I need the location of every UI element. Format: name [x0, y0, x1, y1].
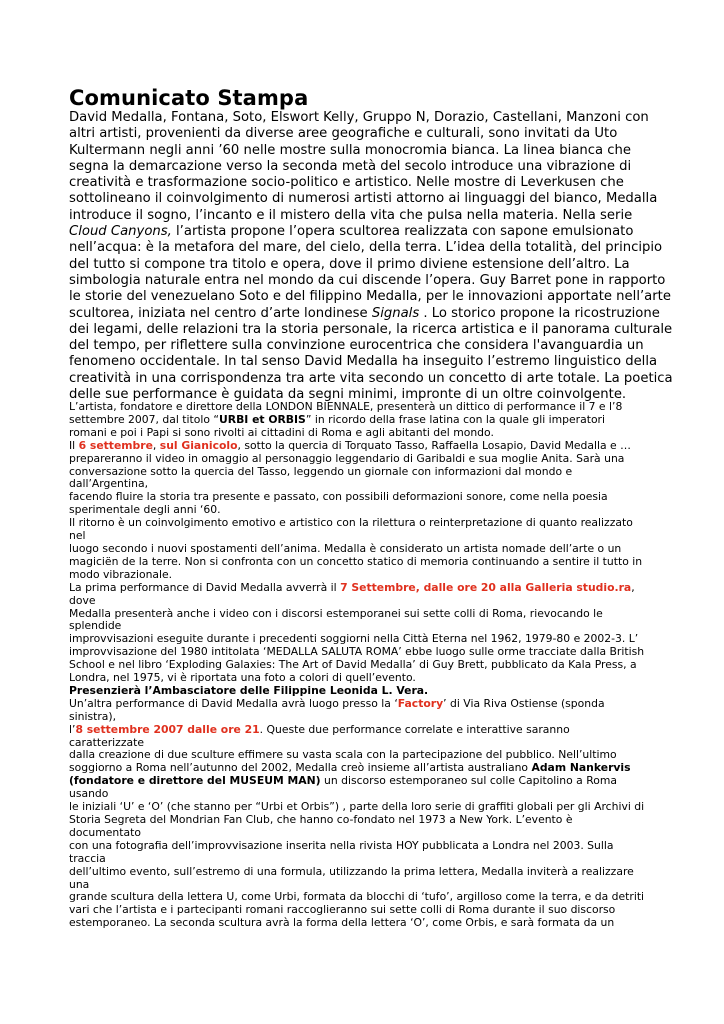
body-text-run: grande scultura della lettera U, come Urbi, formata da blocchi di ‘tufo’, argilloso come la terra, e da detriti [69, 890, 645, 904]
body-text-run: soggiorno a Roma nell’autunno del 2002, Medalla creò insieme all’artista australiano [69, 761, 532, 775]
artwork-title: Cloud Canyons, [69, 224, 172, 240]
lead-line: altri artisti, provenienti da diverse aree geografiche e culturali, sono invitati da Uto [69, 126, 618, 142]
lead-paragraph [69, 110, 673, 403]
body-text-run: conversazione sotto la quercia del Tasso, leggendo un giornale con informazioni dal mondo e [69, 464, 573, 478]
body-text-run: Il ritorno è un coinvolgimento emotivo e artistico con la rilettura o reinterpretazione di quanto realizzato [69, 516, 633, 530]
body-line [69, 917, 669, 930]
body-line [69, 698, 669, 711]
body-text-run: dall’Argentina, [69, 477, 148, 491]
lead-line: delle sue performance è guidata da segni minimi, impronte di un oltre coinvolgente. [69, 387, 627, 403]
body-text-run: dell’ultimo evento, sull’estremo di una formula, utilizzando la prima lettera, Medalla inviterà a realizzare [69, 864, 634, 878]
body-text-run: documentato [69, 825, 141, 839]
body-text-run: Un’altra performance di David Medalla avrà luogo presso la ‘ [69, 696, 398, 710]
bold-text: Adam Nankervis [531, 761, 631, 775]
body-text-run: caratterizzate [69, 735, 144, 749]
body-text-run: School e nel libro ‘Exploding Galaxies: The Art of David Medalla’ di Guy Brett, pubblicato da Kala Press, a [69, 658, 637, 672]
page-title: Comunicato Stampa [69, 86, 309, 110]
lead-line: David Medalla, Fontana, Soto, Elswort Kelly, Gruppo N, Dorazio, Castellani, Manzoni con [69, 110, 649, 125]
artwork-title: Signals [371, 305, 420, 321]
lead-line: del tutto si compone tra titolo e opera, dove il primo diviene estensione dell’altro. La [69, 256, 630, 272]
body-text-run: , sotto la quercia di Torquato Tasso, Raffaella Losapio, David Medalla e … [237, 438, 631, 452]
body-text-run: vari che l’artista e i partecipanti romani raccoglieranno sui sette colli di Roma durante il suo discorso [69, 903, 616, 917]
body-line [69, 775, 669, 788]
body-text-run: usando [69, 787, 109, 801]
body-text-run: improvvisazioni eseguite durante i precedenti soggiorni nella Città Eterna nel 1962, 1979-80 e 2002-3. L’ [69, 632, 639, 646]
body-line [69, 608, 669, 621]
body-text-run: sinistra), [69, 709, 117, 723]
lead-text: . Lo storico propone la ricostruzione [419, 305, 660, 321]
body-text-run: La prima performance di David Medalla avverrà il [69, 580, 341, 594]
body-line [69, 466, 669, 479]
bold-text: (fondatore e direttore del MUSEUM MAN) [69, 774, 321, 788]
lead-line: sottolineano il coinvolgimento di numerosi artisti attorno ai linguaggi del bianco, Medalla [69, 191, 658, 207]
lead-line: fenomeno occidentale. In tal senso David Medalla ha inseguito l’estremo linguistico della [69, 354, 658, 370]
body-text-run: traccia [69, 851, 106, 865]
lead-text: scultorea, iniziata nel centro d’arte londinese [69, 305, 372, 321]
lead-line: le storie del venezuelano Soto e del filippino Medalla, per le innovazioni apportate nell’arte [69, 289, 671, 305]
body-text-run: Londra, nel 1975, vi è riportata una foto a colori di quell’evento. [69, 671, 416, 685]
body-text-run: Storia Segreta del Mondrian Fan Club, che hanno co-fondato nel 1973 a New York. L’evento è [69, 813, 573, 826]
body-line [69, 582, 669, 595]
body-text-run: improvvisazione del 1980 intitolata ‘MEDALLA SALUTA ROMA’ ebbe luogo sulle orme tracciate dalla British [69, 645, 645, 659]
highlight-text: 6 settembre [78, 438, 153, 452]
lead-text: l’artista propone l’opera scultorea realizzata con sapone emulsionato [171, 224, 634, 240]
lead-line: creatività in una corrispondenza tra arte vita secondo un concetto di arte totale. La poetica [69, 370, 673, 386]
body-text-run: splendide [69, 619, 122, 633]
body-text-run: l’ [69, 722, 76, 736]
body-text-run: le iniziali ‘U’ e ‘O’ (che stanno per “Urbi et Orbis”) , parte della loro serie di graffiti globali per gli Archivi di [69, 800, 645, 814]
lead-line: del tempo, per riflettere sulla convinzione eurocentrica che considera l'avanguardia un [69, 338, 644, 354]
body-text-run: L’artista, fondatore e direttore della LONDON BIENNALE, presenterà un dittico di performance il 7 e l’8 [69, 400, 623, 413]
lead-line: segna la demarcazione verso la seconda metà del secolo introduce una vibrazione di [69, 158, 632, 174]
lead-line: nell’acqua: è la metafora del mare, del cielo, della terra. L’idea della totalità, del principio [69, 240, 663, 256]
lead-line [69, 224, 669, 240]
bold-text: Presenzierà l’Ambasciatore delle Filippine Leonida L. Vera. [69, 683, 429, 697]
body-text [69, 401, 669, 930]
body-text-run: Medalla presenterà anche i video con i discorsi estemporanei sui sette colli di Roma, rievocando le [69, 606, 603, 620]
body-text-run: sperimentale degli anni ‘60. [69, 503, 221, 517]
body-text-run: una [69, 877, 90, 891]
body-text-run: facendo fluire la storia tra presente e passato, con possibili deformazioni sonore, come nella poesia [69, 490, 608, 504]
highlight-text: 7 Settembre, dalle ore 20 alla Galleria studio.ra [340, 580, 632, 594]
body-text-run: estemporaneo. La seconda scultura avrà la forma della lettera ‘O’, come Orbis, e sarà formata da un [69, 916, 615, 930]
body-text-run: romani e poi i Papi si sono rivolti ai cittadini di Roma e agli abitanti del mondo. [69, 425, 494, 439]
highlight-text: sul Gianicolo [159, 438, 238, 452]
body-text-run: , [631, 580, 635, 594]
body-text-run: ” in ricordo della frase latina con la quale gli imperatori [305, 412, 605, 426]
lead-line: simbologia naturale entra nel mondo da cui discende l’opera. Guy Barret pone in rapporto [69, 272, 666, 288]
body-text-run: dalla creazione di due sculture effimere su vasta scala con la partecipazione del pubblico. Nell’ultimo [69, 748, 617, 762]
body-text-run: , [152, 438, 160, 452]
body-line [69, 866, 669, 879]
lead-line: creatività e trasformazione socio-politico e artistico. Nelle mostre di Leverkusen che [69, 175, 624, 191]
body-text-run: . Queste due performance correlate e interattive saranno [259, 722, 570, 736]
body-line [69, 517, 669, 530]
lead-line: dei legami, delle relazioni tra la storia personale, la ricerca artistica e il panorama culturale [69, 321, 673, 337]
lead-line: introduce il sogno, l’incanto e il mistero della vita che pulsa nella materia. Nella serie [69, 207, 633, 223]
body-text-run: nel [69, 529, 86, 543]
body-text-run: dove [69, 593, 96, 607]
body-text-run: magiciën de la terre. Non si confronta con un concetto statico di memoria continuando a sentire il tutto in [69, 554, 643, 568]
body-text-run: luogo secondo i nuovi spostamenti dell’anima. Medalla è considerato un artista nomade dell’arte o un [69, 541, 622, 555]
body-text-run: un discorso estemporaneo sul colle Capitolino a Roma [320, 774, 617, 788]
body-text-run: Il [69, 438, 79, 452]
lead-line: Kultermann negli anni ’60 nelle mostre sulla monocromia bianca. La linea bianca che [69, 142, 632, 158]
body-line [69, 840, 669, 853]
lead-line [69, 306, 669, 322]
highlight-text: 8 settembre 2007 dalle ore 21 [75, 722, 260, 736]
bold-text: URBI et ORBIS [218, 412, 306, 426]
body-line [69, 724, 669, 737]
body-text-run: prepareranno il video in omaggio al personaggio leggendario di Garibaldi e sua moglie Anita. Sarà una [69, 451, 625, 465]
highlight-text: Factory [397, 696, 444, 710]
body-line [69, 814, 669, 827]
body-text-run: con una fotografia dell’improvvisazione inserita nella rivista HOY pubblicata a Londra nel 2003. Sulla [69, 838, 614, 852]
body-text-run: modo vibrazionale. [69, 567, 173, 581]
body-text-run: settembre 2007, dal titolo “ [69, 412, 219, 426]
body-text-run: ’ di Via Riva Ostiense (sponda [443, 696, 605, 710]
